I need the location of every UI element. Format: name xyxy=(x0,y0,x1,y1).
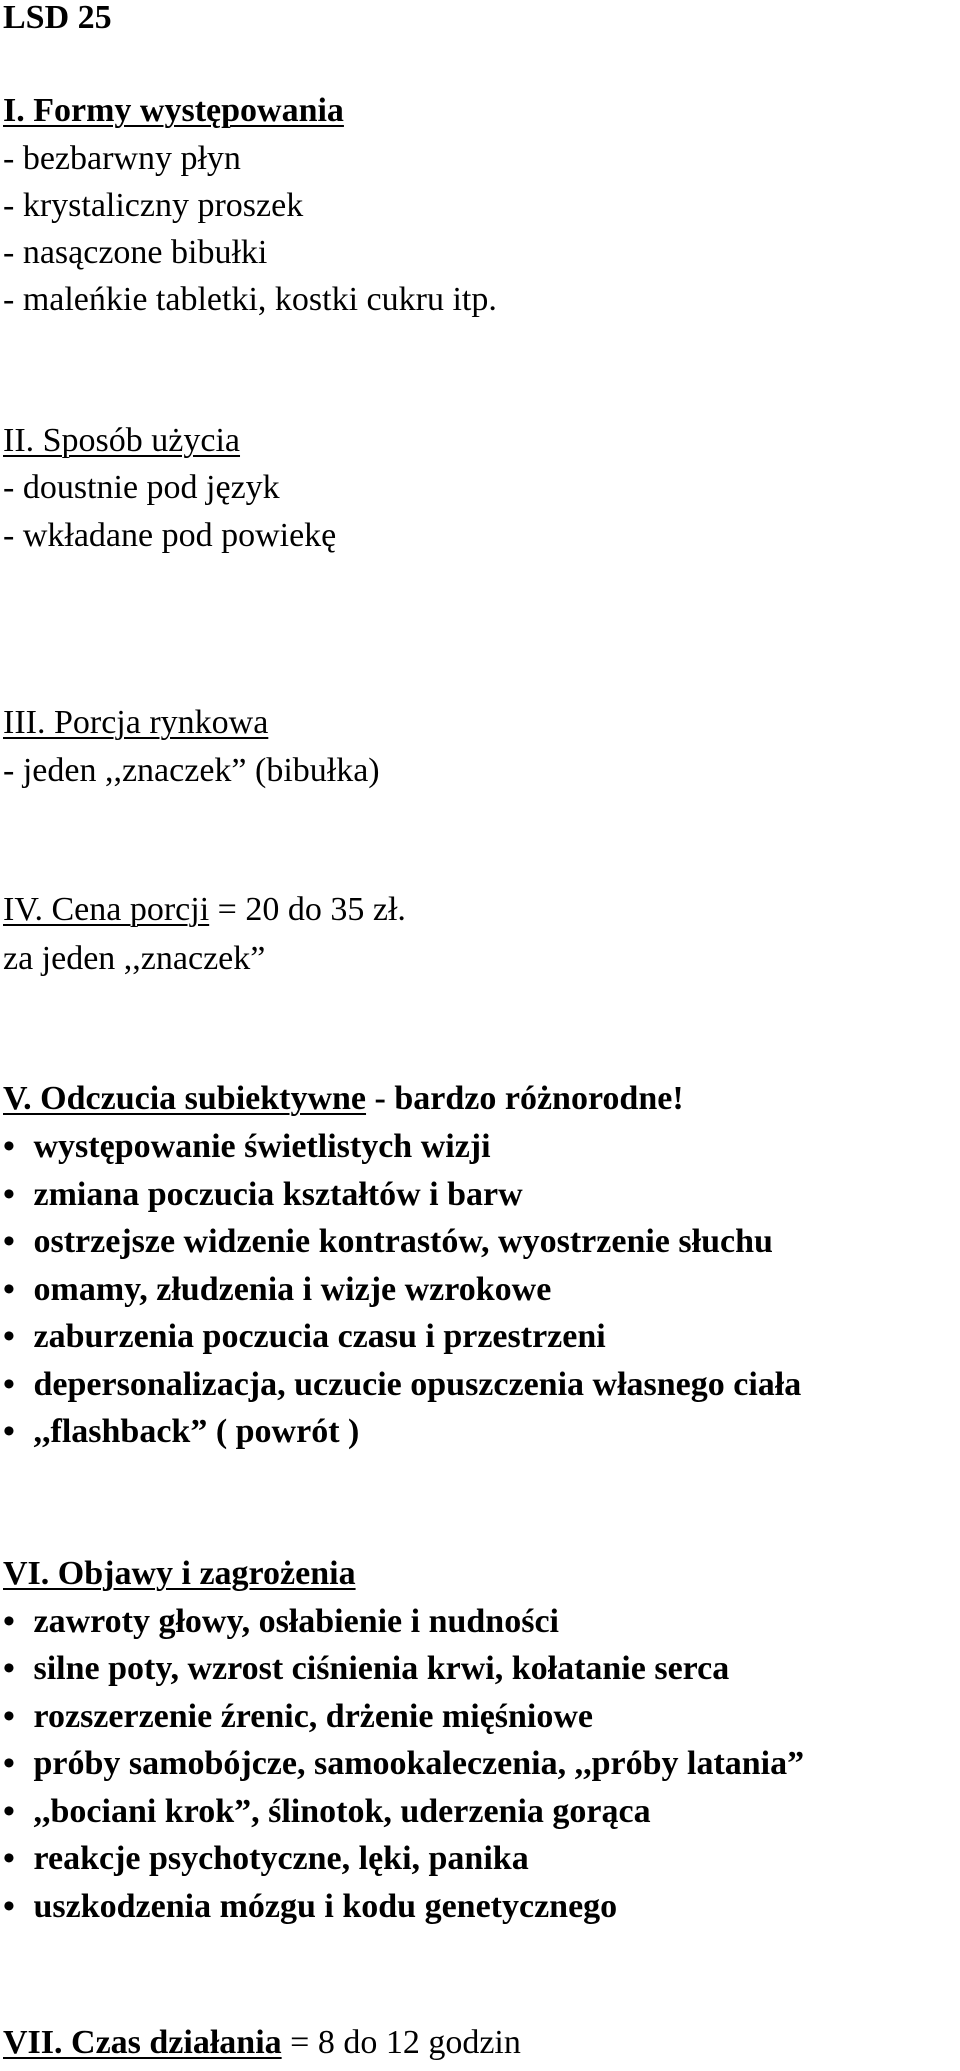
bullet-icon: • xyxy=(3,1888,15,1925)
list-item xyxy=(3,1220,773,1264)
list-item-text: reakcje psychotyczne, lęki, panika xyxy=(33,1840,529,1877)
section-5-line xyxy=(3,1077,684,1121)
section-2-item: - doustnie pod język xyxy=(3,469,280,506)
section-7-value: = 8 do 12 godzin xyxy=(281,2024,521,2061)
bullet-icon: • xyxy=(3,1840,15,1877)
list-item xyxy=(3,1125,491,1169)
bullet-icon: • xyxy=(3,1603,15,1640)
section-7-heading: VII. Czas działania xyxy=(3,2024,282,2061)
section-5-heading: V. Odczucia subiektywne xyxy=(3,1080,367,1117)
section-1-heading: I. Formy występowania xyxy=(3,92,344,129)
list-item xyxy=(3,1410,359,1454)
section-2-item: - wkładane pod powiekę xyxy=(3,517,337,554)
list-item-text: silne poty, wzrost ciśnienia krwi, kołatanie serca xyxy=(33,1650,730,1687)
list-item-text: omamy, złudzenia i wizje wzrokowe xyxy=(33,1271,552,1308)
list-item xyxy=(3,1742,804,1786)
list-item-text: próby samobójcze, samookaleczenia, ,,próby latania” xyxy=(33,1745,805,1782)
list-item-text: ,,bociani krok”, ślinotok, uderzenia gorąca xyxy=(33,1793,651,1830)
list-item xyxy=(3,1837,529,1881)
bullet-icon: • xyxy=(3,1176,15,1213)
list-item-text: zmiana poczucia kształtów i barw xyxy=(33,1176,523,1213)
bullet-icon: • xyxy=(3,1318,15,1355)
list-item xyxy=(3,1600,559,1644)
section-4-item: za jeden ,,znaczek” xyxy=(3,940,266,977)
bullet-icon: • xyxy=(3,1698,15,1735)
list-item xyxy=(3,1647,729,1691)
list-item-text: ,,flashback” ( powrót ) xyxy=(33,1413,360,1450)
list-item-text: zawroty głowy, osłabienie i nudności xyxy=(33,1603,559,1640)
section-6-heading: VI. Objawy i zagrożenia xyxy=(3,1555,356,1592)
section-3-heading: III. Porcja rynkowa xyxy=(3,704,269,741)
section-1-item: - krystaliczny proszek xyxy=(3,187,304,224)
section-1-item: - bezbarwny płyn xyxy=(3,140,241,177)
list-item xyxy=(3,1268,551,1312)
section-1-item: - nasączone bibułki xyxy=(3,234,268,271)
list-item-text: depersonalizacja, uczucie opuszczenia własnego ciała xyxy=(33,1366,802,1403)
bullet-icon: • xyxy=(3,1271,15,1308)
bullet-icon: • xyxy=(3,1366,15,1403)
bullet-icon: • xyxy=(3,1413,15,1450)
list-item-text: zaburzenia poczucia czasu i przestrzeni xyxy=(33,1318,606,1355)
list-item xyxy=(3,1885,617,1929)
section-3-item: - jeden ,,znaczek” (bibułka) xyxy=(3,752,380,789)
section-4-heading: IV. Cena porcji xyxy=(3,891,210,928)
bullet-icon: • xyxy=(3,1223,15,1260)
section-4-value: = 20 do 35 zł. xyxy=(209,891,406,928)
bullet-icon: • xyxy=(3,1650,15,1687)
bullet-icon: • xyxy=(3,1128,15,1165)
list-item-text: uszkodzenia mózgu i kodu genetycznego xyxy=(33,1888,618,1925)
section-4-line xyxy=(3,888,406,932)
document-title: LSD 25 xyxy=(3,0,112,36)
bullet-icon: • xyxy=(3,1793,15,1830)
section-7-line xyxy=(3,2021,521,2065)
list-item xyxy=(3,1695,593,1739)
section-5-value: - bardzo różnorodne! xyxy=(366,1080,684,1117)
list-item-text: występowanie świetlistych wizji xyxy=(33,1128,491,1165)
section-1-item: - maleńkie tabletki, kostki cukru itp. xyxy=(3,281,497,318)
list-item xyxy=(3,1790,651,1834)
bullet-icon: • xyxy=(3,1745,15,1782)
section-2-heading: II. Sposób użycia xyxy=(3,422,241,459)
list-item xyxy=(3,1363,801,1407)
list-item-text: rozszerzenie źrenic, drżenie mięśniowe xyxy=(33,1698,594,1735)
list-item-text: ostrzejsze widzenie kontrastów, wyostrzenie słuchu xyxy=(33,1223,773,1260)
list-item xyxy=(3,1315,606,1359)
list-item xyxy=(3,1173,523,1217)
